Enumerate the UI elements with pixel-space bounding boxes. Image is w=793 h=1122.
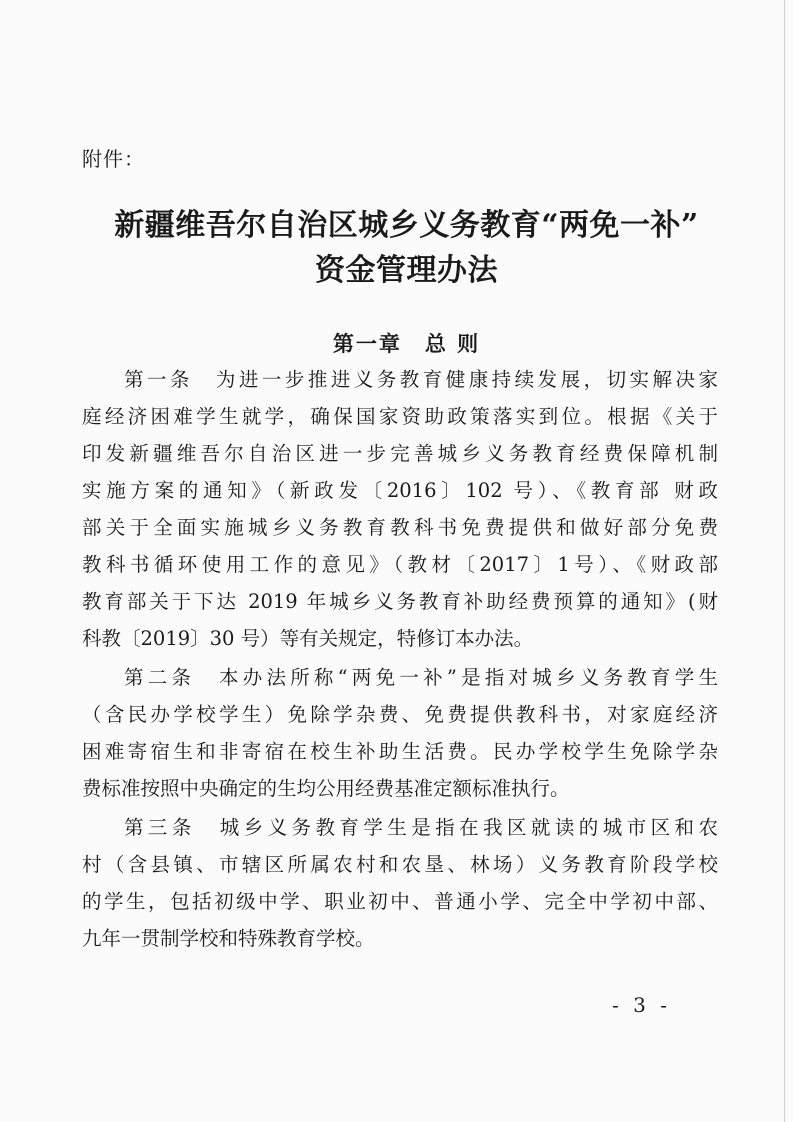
article-3-line: 的学生，包括初级中学、职业初中、普通小学、完全中学初中部、 [82,890,718,913]
document-title-line-1: 新疆维吾尔自治区城乡义务教育“两免一补” [114,208,699,243]
article-1-line: 庭经济困难学生就学，确保国家资助政策落实到位。根据《关于 [82,405,718,428]
article-1-line: 教科书循环使用工作的意见》（教材〔2017〕1号）、《财政部 [82,553,718,576]
article-3-line: 村（含县镇、市辖区所属农村和农垦、林场）义务教育阶段学校 [82,853,718,876]
article-3-line: 第三条 城乡义务教育学生是指在我区就读的城市区和农 [124,816,718,839]
article-2-line: 费标准按照中央确定的生均公用经费基准定额标准执行。 [82,777,570,800]
document-title-line-2: 资金管理办法 [315,253,498,288]
chapter-heading: 第一章 总 则 [332,331,481,356]
article-2-line: 第二条 本办法所称“两免一补”是指对城乡义务教育学生 [124,666,718,689]
article-1-line: 教育部关于下达 2019 年城乡义务教育补助经费预算的通知》(财 [82,590,718,613]
page-number: - 3 - [612,993,671,1017]
article-3-line: 九年一贯制学校和特殊教育学校。 [82,927,375,950]
article-1-line: 实施方案的通知》（新政发〔2016〕102 号）、《教育部 财政 [82,479,718,502]
article-1-line: 印发新疆维吾尔自治区进一步完善城乡义务教育经费保障机制 [82,442,718,465]
article-1-line: 第一条 为进一步推进义务教育健康持续发展，切实解决家 [124,368,718,391]
article-2-line: （含民办学校学生）免除学杂费、免费提供教科书，对家庭经济 [82,703,718,726]
article-1-line: 科教〔2019〕30 号）等有关规定，特修订本办法。 [82,627,534,650]
article-1-line: 部关于全面实施城乡义务教育教科书免费提供和做好部分免费 [82,516,718,539]
attachment-label: 附件： [82,147,145,171]
article-2-line: 困难寄宿生和非寄宿在校生补助生活费。民办学校学生免除学杂 [82,740,718,763]
scan-edge-line [784,0,785,1122]
